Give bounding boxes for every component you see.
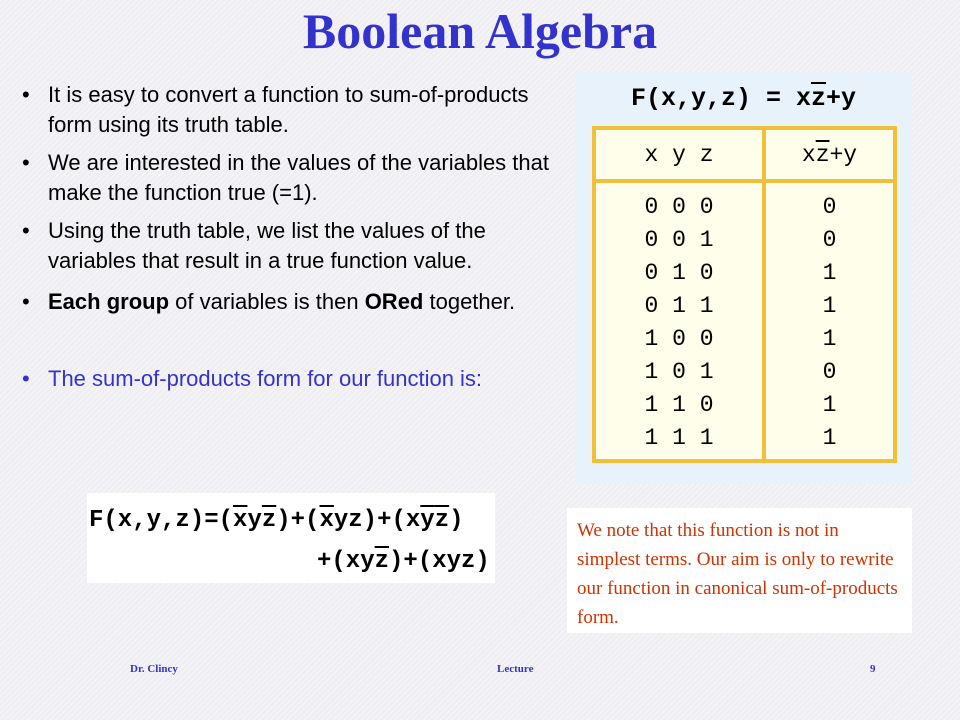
bullet-text: Using the truth table, we list the values of the variables that result in a true function value.: [48, 218, 486, 273]
footer-author: Dr. Clincy: [130, 663, 178, 675]
note-box: We note that this function is not in simplest terms. Our aim is only to rewrite our function in canonical sum-of-products form.: [567, 508, 912, 633]
table-cell-xyz: 1 1 0: [644, 392, 714, 418]
bullet-item: [22, 148, 552, 208]
bullet-dot: •: [22, 289, 30, 314]
table-cell-function: 1: [822, 425, 837, 451]
table-cell-xyz: 0 0 0: [644, 194, 714, 220]
table-cell-function: 1: [822, 260, 837, 286]
table-cell-function: 1: [822, 392, 837, 418]
bullet-list: [22, 80, 552, 394]
column-header-function: $x\overline{z}+y$: [801, 142, 858, 168]
column-header-xyz: x y z: [644, 142, 714, 168]
truth-table-heading: $F(x,y,z) = x\overline{z}+y$: [630, 84, 857, 113]
bullet-text: It is easy to convert a function to sum-of-products form using its truth table.: [48, 82, 529, 137]
table-cell-xyz: 1 1 1: [644, 425, 714, 451]
bullet-dot: •: [22, 82, 30, 107]
bullet-item: [22, 364, 552, 394]
sop-formula: [87, 493, 495, 583]
bullet-bold-text: ORed: [364, 289, 424, 314]
table-cell-function: 1: [822, 326, 837, 352]
table-cell-function: 1: [822, 293, 837, 319]
bullet-dot: •: [22, 366, 30, 391]
slide-title: Boolean Algebra: [302, 3, 658, 59]
bullet-item: [22, 284, 552, 320]
table-cell-xyz: 0 1 0: [644, 260, 714, 286]
truth-table: [592, 126, 897, 463]
table-cell-function: 0: [822, 359, 837, 385]
bullet-text: We are interested in the values of the variables that make the function true (=1).: [48, 150, 549, 205]
table-divider: [596, 179, 893, 183]
bullet-dot: •: [22, 218, 30, 243]
table-cell-function: 0: [822, 194, 837, 220]
formula-line-1: $F(x,y,z)=(\overline{x}y\overline{z})+(\overline{x}yz)+(x\overline{y}\overline{z})$: [89, 507, 464, 534]
table-cell-xyz: 1 0 1: [644, 359, 714, 385]
footer-lecture: Lecture: [497, 663, 534, 675]
bullet-item: [22, 80, 552, 140]
table-cell-xyz: 0 1 1: [644, 293, 714, 319]
footer-page-number: 9: [870, 663, 876, 675]
bullet-text: of variables is then: [169, 289, 365, 314]
bullet-text: together.: [423, 289, 516, 314]
bullet-dot: •: [22, 150, 30, 175]
table-cell-xyz: 0 0 1: [644, 227, 714, 253]
bullet-item: [22, 216, 552, 276]
formula-line-2: $+(xy\overline{z})+(xyz)$: [317, 548, 490, 575]
bullet-bold-text: Each group: [48, 289, 170, 314]
table-cell-xyz: 1 0 0: [644, 326, 714, 352]
truth-table-panel: [575, 72, 912, 484]
table-cell-function: 0: [822, 227, 837, 253]
bullet-text: The sum-of-products form for our function is:: [48, 366, 483, 391]
